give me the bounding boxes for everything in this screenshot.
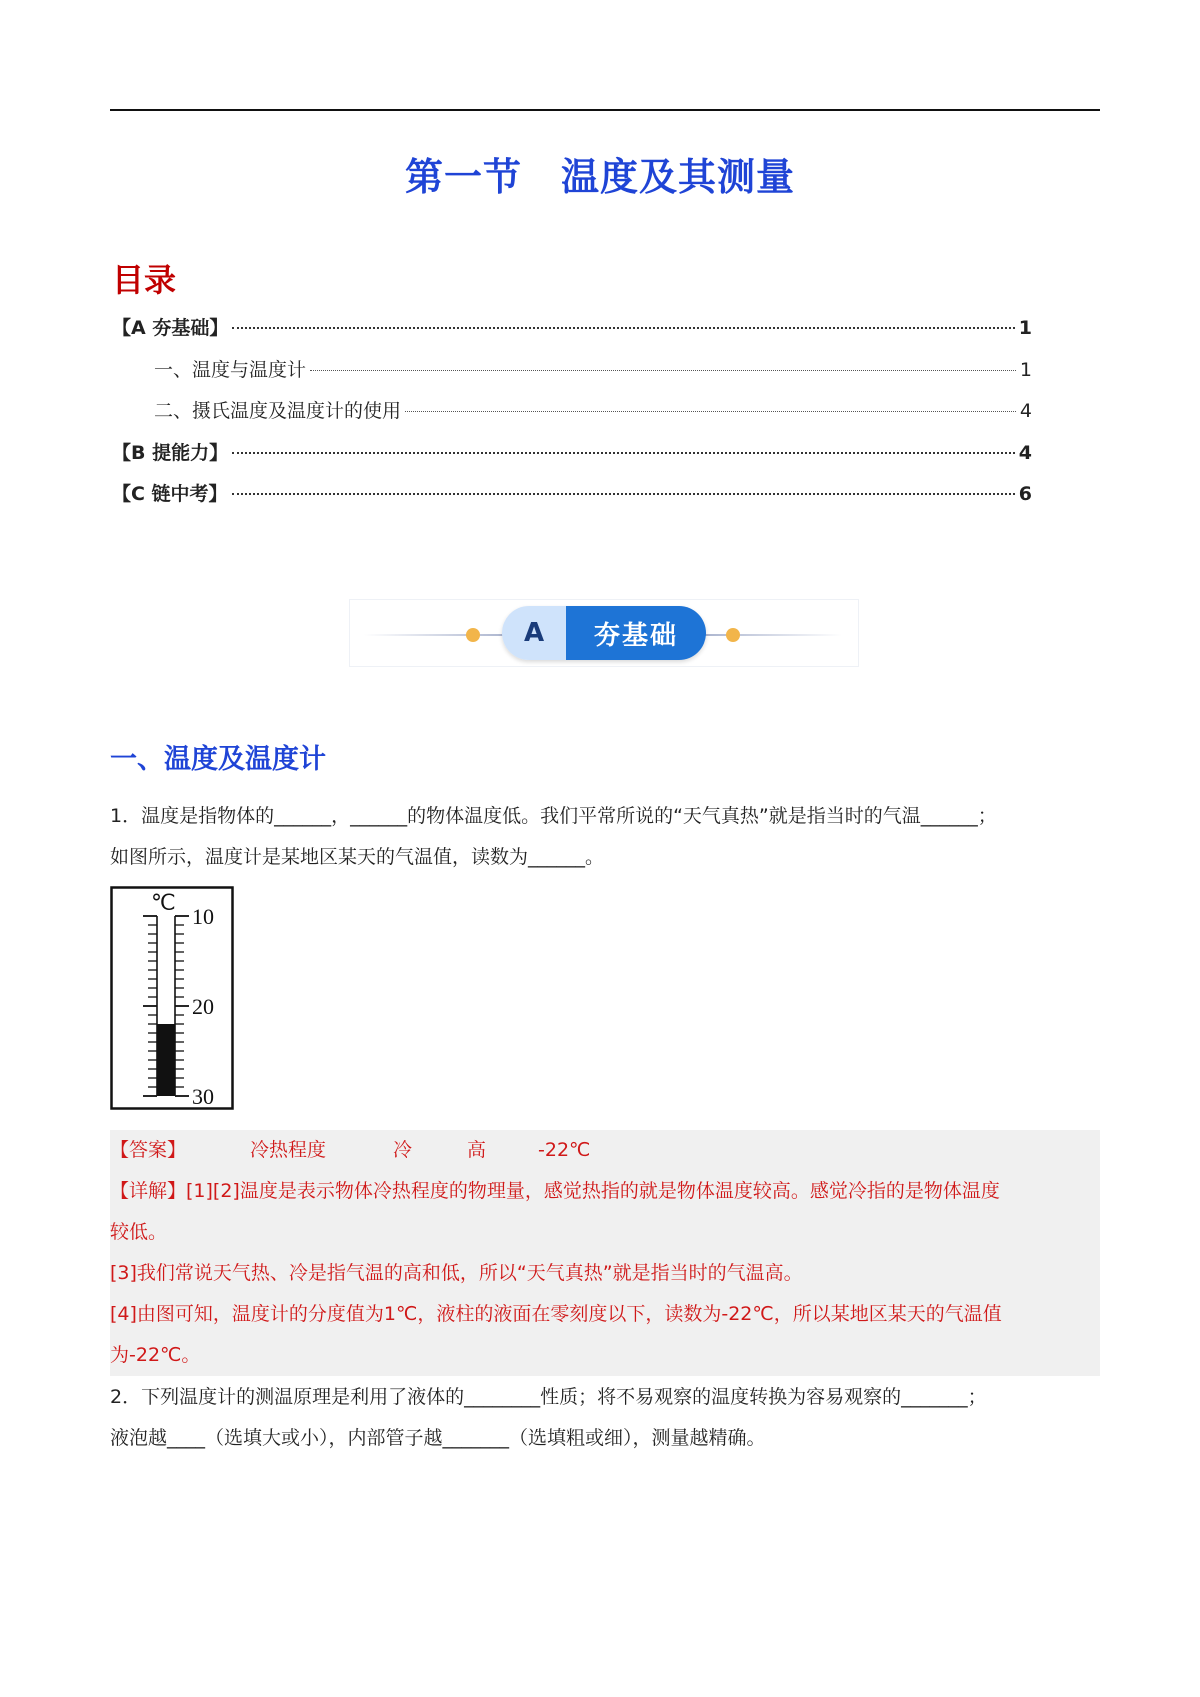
detail-3 (110, 1294, 1100, 1376)
toc-entry-label: 【A 夯基础】 (112, 317, 229, 339)
answer-box (110, 1130, 1100, 1376)
detail-3-line-1: [4]由图可知，温度计的分度值为1℃，液柱的液面在零刻度以下，读数为-22℃，所以某地区某天的气温值 (110, 1303, 1002, 1325)
thermometer-figure (110, 886, 234, 1110)
banner-letter: A (502, 606, 566, 660)
question-2-line-1: 2．下列温度计的测温原理是利用了液体的________性质；将不易观察的温度转换为容易观察的_______； (110, 1386, 987, 1408)
detail-3-line-2: 为-22℃。 (110, 1344, 201, 1366)
question-1-line-2: 如图所示，温度计是某地区某天的气温值，读数为______。 (110, 846, 605, 868)
toc-entry-page: 1 (1018, 317, 1032, 339)
toc-entry-label: 【B 提能力】 (112, 441, 229, 464)
toc-entry-a2[interactable] (112, 396, 1032, 438)
question-2 (110, 1377, 1100, 1459)
toc-entry-page: 1 (1019, 358, 1032, 381)
question-1-line-1: 1．温度是指物体的______，______的物体温度低。我们平常所说的“天气真热”就是指当时的气温______； (110, 805, 997, 827)
toc-leader (310, 370, 1016, 371)
banner-dot-left (466, 628, 480, 642)
thermometer-liquid (157, 1024, 175, 1096)
detail-1 (110, 1171, 1100, 1253)
scale-label-30: 30 (192, 1084, 214, 1109)
toc-leader (232, 452, 1015, 454)
toc-entry-a[interactable] (112, 313, 1032, 355)
toc-heading: 目录 (112, 261, 177, 299)
banner-dot-right (726, 628, 740, 642)
answer-value-4: -22℃ (538, 1139, 591, 1161)
toc-entry-b[interactable] (112, 438, 1032, 480)
detail-2: [3]我们常说天气热、冷是指气温的高和低，所以“天气真热”就是指当时的气温高。 (110, 1262, 803, 1284)
section-heading: 一、温度及温度计 (110, 744, 326, 775)
answer-value-2: 冷 (393, 1139, 413, 1161)
section-banner (350, 600, 858, 666)
toc-entry-page: 4 (1019, 400, 1032, 422)
scale-label-20: 20 (192, 994, 214, 1019)
banner-word: 夯基础 (566, 606, 706, 660)
detail-1-line-1: 【详解】[1][2]温度是表示物体冷热程度的物理量，感觉热指的就是物体温度较高。感觉冷指的是物体温度 (110, 1180, 1000, 1202)
toc-entry-a1[interactable] (112, 355, 1032, 397)
toc-leader (405, 411, 1016, 412)
toc-entry-c[interactable] (112, 479, 1032, 521)
detail-1-line-2: 较低。 (110, 1221, 168, 1243)
answer-tag: 【答案】 (110, 1139, 187, 1161)
toc-entry-page: 4 (1018, 441, 1032, 464)
toc-leader (232, 493, 1015, 495)
toc-entry-label: 一、温度与温度计 (154, 358, 307, 381)
answer-value-1: 冷热程度 (250, 1139, 327, 1161)
toc-entry-label: 【C 链中考】 (112, 483, 228, 505)
page-title: 第一节 温度及其测量 (404, 155, 795, 199)
table-of-contents (112, 313, 1032, 521)
toc-entry-page: 6 (1018, 483, 1032, 505)
answer-value-3: 高 (467, 1139, 487, 1161)
scale-label-10: 10 (192, 904, 214, 929)
banner-line-right (682, 634, 842, 636)
banner-pill (502, 606, 706, 660)
top-rule (110, 109, 1100, 111)
toc-entry-label: 二、摄氏温度及温度计的使用 (154, 400, 402, 422)
toc-leader (232, 327, 1014, 329)
question-1 (110, 796, 1100, 878)
thermometer-unit: ℃ (151, 890, 176, 915)
question-2-line-2: 液泡越____（选填大或小），内部管子越_______（选填粗或细），测量越精确。 (110, 1427, 766, 1449)
